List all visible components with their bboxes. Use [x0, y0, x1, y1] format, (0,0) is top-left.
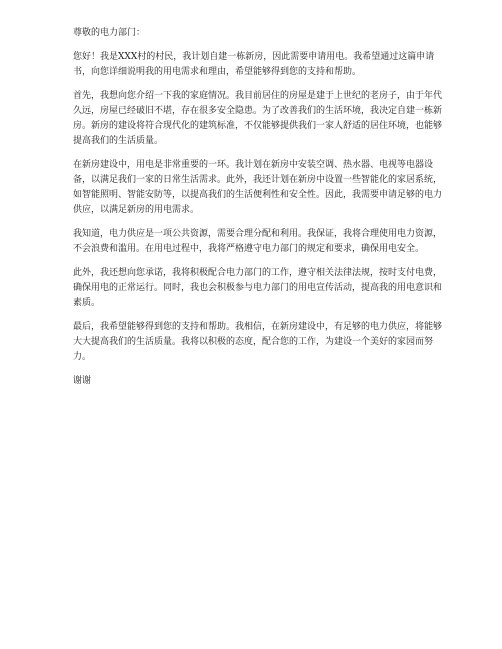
- paragraph-power-needs: 在新房建设中，用电是非常重要的一环。我计划在新房中安装空调、热水器、电视等电器设备，以满足我们一家的日常生活需求。此外，我还计划在新房中设置一些智能化的家居系统，如智能照明、智能安防等，以提高我们的生活便利性和安全性。因此，我需要申请足够的电力供应，以满足新房的用电需求。: [73, 160, 443, 215]
- closing-thanks: 谢谢: [73, 376, 92, 386]
- salutation: 尊敬的电力部门：: [73, 28, 146, 38]
- letter-body: [73, 26, 443, 389]
- paragraph-intro: 您好！我是XXX村的村民，我计划自建一栋新房，因此需要申请用电。我希望通过这篇申请书，向您详细说明我的用电需求和理由，希望能够得到您的支持和帮助。: [73, 52, 435, 77]
- paragraph-responsible-use: 我知道，电力供应是一项公共资源，需要合理分配和利用。我保证，我将合理使用电力资源，不会浪费和滥用。在用电过程中，我将严格遵守电力部门的规定和要求，确保用电安全。: [73, 229, 443, 254]
- paragraph-conclusion: 最后，我希望能够得到您的支持和帮助。我相信，在新房建设中，有足够的电力供应，将能够大大提高我们的生活质量。我将以积极的态度，配合您的工作，为建设一个美好的家园而努力。: [73, 322, 443, 362]
- paragraph-commitment: 此外，我还想向您承诺，我将积极配合电力部门的工作，遵守相关法律法规，按时支付电费，确保用电的正常运行。同时，我也会积极参与电力部门的用电宣传活动，提高我的用电意识和素质。: [73, 268, 443, 308]
- paragraph-family-situation: 首先，我想向您介绍一下我的家庭情况。我目前居住的房屋是建于上世纪的老房子，由于年代久远，房屋已经破旧不堪，存在很多安全隐患。为了改善我们的生活环境，我决定自建一栋新房。新房的建设将符合现代化的建筑标准，不仅能够提供我们一家人舒适的居住环境，也能够提高我们的生活质量。: [73, 91, 443, 146]
